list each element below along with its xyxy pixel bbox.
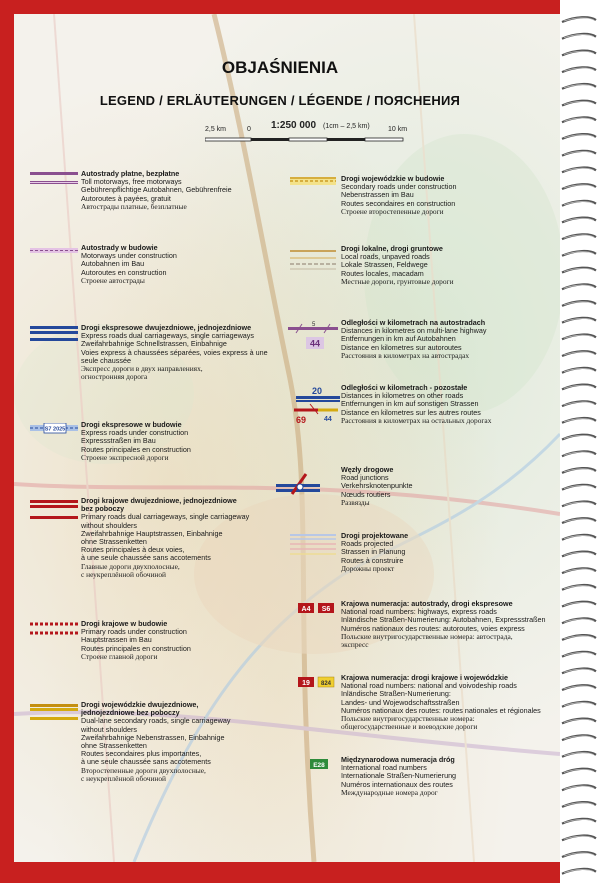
legend-entry-motorway-construction: Autostrady w budowie Motorways under construction Autobahnen im Bau Autoroutes en construction Строене автострады — [81, 243, 177, 285]
page-title: OBJAŚNIENIA — [221, 58, 339, 77]
scale-zero: 0 — [247, 126, 251, 133]
scale-left-label: 2,5 km — [205, 126, 227, 133]
symbol-express-construction — [30, 423, 78, 435]
legend-entry-express-construction: Drogi ekspresowe w budowie Express roads under construction Expressstraßen im Bau Routes principales en construction Строене экспресной дороги — [81, 420, 191, 462]
symbol-road-junction — [276, 470, 320, 496]
symbol-number-international — [310, 758, 330, 770]
symbol-local-roads — [290, 250, 336, 272]
symbol-voivodeship-dual — [30, 704, 78, 724]
legend-entry-national-construction: Drogi krajowe w budowie Primary roads under construction Hauptstrassen im Bau Routes principales en construction Строене главной дороги — [81, 619, 191, 661]
badge-19: 19 — [302, 680, 310, 687]
symbol-projected-roads — [290, 534, 336, 556]
symbol-express-dual — [30, 326, 78, 342]
distance-other-national: 69 — [296, 415, 307, 425]
legend-entry-voivodeship-construction: Drogi wojewódzkie w budowie Secondary roads under construction Nebenstrassen im Bau Routes secondaires en construction Строене второстепенные дороги — [341, 174, 457, 216]
legend-entry-number-express: Krajowa numeracja: autostrady, drogi ekspresowe National road numbers: highways, express roads Inländische Straßen-Numerierung: Autobahnen, Expressstraßen Numéros nationaux des routes: autoroutes, voies express Польские внутригосударственные номера: автострада, экспресс — [341, 599, 546, 650]
legend-entry-voivodeship-dual: Drogi wojewódzkie dwujezdniowe, jednojezdniowe bez poboczy Dual-lane secondary roads, single carriageway without shoulders Zweifahrbahnige Nebenstrassen, Einbahnige ohne Strassenketten Routes secondaires plus importantes, à une seule chaussée sans accotements Второстепенные дороги двухполосные, с неукреплённой обочиной — [81, 700, 231, 783]
red-frame-top — [0, 0, 560, 14]
scale-bar — [205, 118, 415, 150]
distance-motorway-large: 44 — [309, 338, 321, 349]
legend-entry-distance-motorway: Odległości w kilometrach na autostradach Distances in kilometres on multi-lane highway Entfernungen in km auf Autobahnen Distance en kilometres sur autoroutes Расстояния в километрах на автострадах — [341, 318, 487, 360]
symbol-toll-motorways — [30, 172, 78, 186]
symbol-distance-motorway — [288, 320, 338, 352]
badge-e28: E28 — [313, 762, 325, 769]
symbol-motorway-construction — [30, 248, 78, 254]
badge-a4: A4 — [301, 606, 311, 613]
legend-entry-road-junctions: Węzły drogowe Road junctions Verkehrsknotenpunkte Nœuds routiers Развязды — [341, 465, 413, 507]
red-frame-bottom — [0, 862, 560, 883]
red-frame-left — [0, 0, 14, 883]
legend-entry-projected-roads: Drogi projektowane Roads projected Strassen in Planung Routes à construire Дорожны проект — [341, 531, 409, 573]
legend-entry-toll-motorways: Autostrady płatne, bezpłatne Toll motorways, free motorways Gebührenpflichtige Autobahnen, Gebührenfreie Autoroutes à payées, gratuit Автострады платные, безплатные — [81, 169, 232, 211]
symbol-voivodeship-construction — [290, 177, 336, 187]
legend-entry-local-roads: Drogi lokalne, drogi gruntowe Local roads, unpaved roads Lokale Strassen, Feldwege Routes locales, macadam Местные дороги, грунтовые дороги — [341, 244, 454, 286]
legend-entry-distance-other: Odległości w kilometrach - pozostałe Distances in kilometres on other roads Entfernungen in km auf sonstigen Strassen Distance en kilometres sur les autres routes Расстояния в километрах на остальных дорогах — [341, 383, 492, 425]
page-subtitle: LEGEND / ERLÄUTERUNGEN / LÉGENDE / ПОЯСНЕНИЯ — [99, 93, 461, 108]
symbol-number-national — [298, 676, 338, 688]
legend-entry-express-dual: Drogi ekspresowe dwujezdniowe, jednojezdniowe Express roads dual carriageways, single carriageways Zweifahrbahnige Schnellstrassen, Einbahnige Voies express à chaussées séparées, voies express à une seule chaussée Экспресс дороги в двух направлениях, огностронняя дорога — [81, 323, 268, 382]
express-construction-badge: S7 2025 — [44, 426, 66, 433]
legend-entry-number-international: Międzynarodowa numeracja dróg International road numbers Internationale Straßen-Numerierung Numéros internationaux des routes Международные номера дорог — [341, 755, 457, 797]
legend-entry-number-national: Krajowa numeracja: drogi krajowe i wojewódzkie National road numbers: national and voivodeship roads Inländische Straßen-Numerierung: Landes- und Wojewodschaftsstraßen Numéros nationaux des routes: routes nationales et régionales Польские внутригосударственные номера: общегосударственные и воеводские дороги — [341, 673, 541, 732]
symbol-distance-other — [290, 384, 340, 426]
symbol-national-construction — [30, 622, 78, 636]
badge-s6: S6 — [321, 606, 331, 613]
badge-824: 824 — [320, 681, 332, 687]
distance-other-secondary: 44 — [324, 416, 332, 423]
distance-motorway-small: 5 — [312, 322, 316, 328]
legend-entry-national-dual: Drogi krajowe dwujezdniowe, jednojezdniowe bez poboczy Primary roads dual carriageways, single carriageway without shoulders Zweifahrbahnige Hauptstrassen, Einbahnige ohne Strassenketten Routes principales à deux voies, à une seule chaussée sans accotements Главные дороги двухполосные, с неукреплённой обочиной — [81, 496, 250, 579]
spiral-rings — [560, 0, 600, 883]
scale-note: (1cm – 2,5 km) — [323, 123, 370, 130]
distance-other-express: 20 — [312, 386, 323, 396]
symbol-number-express — [298, 602, 338, 614]
symbol-national-dual — [30, 500, 78, 522]
spiral-binding — [560, 0, 600, 883]
scale-ratio: 1:250 000 — [271, 120, 317, 131]
scale-right-label: 10 km — [388, 126, 408, 133]
